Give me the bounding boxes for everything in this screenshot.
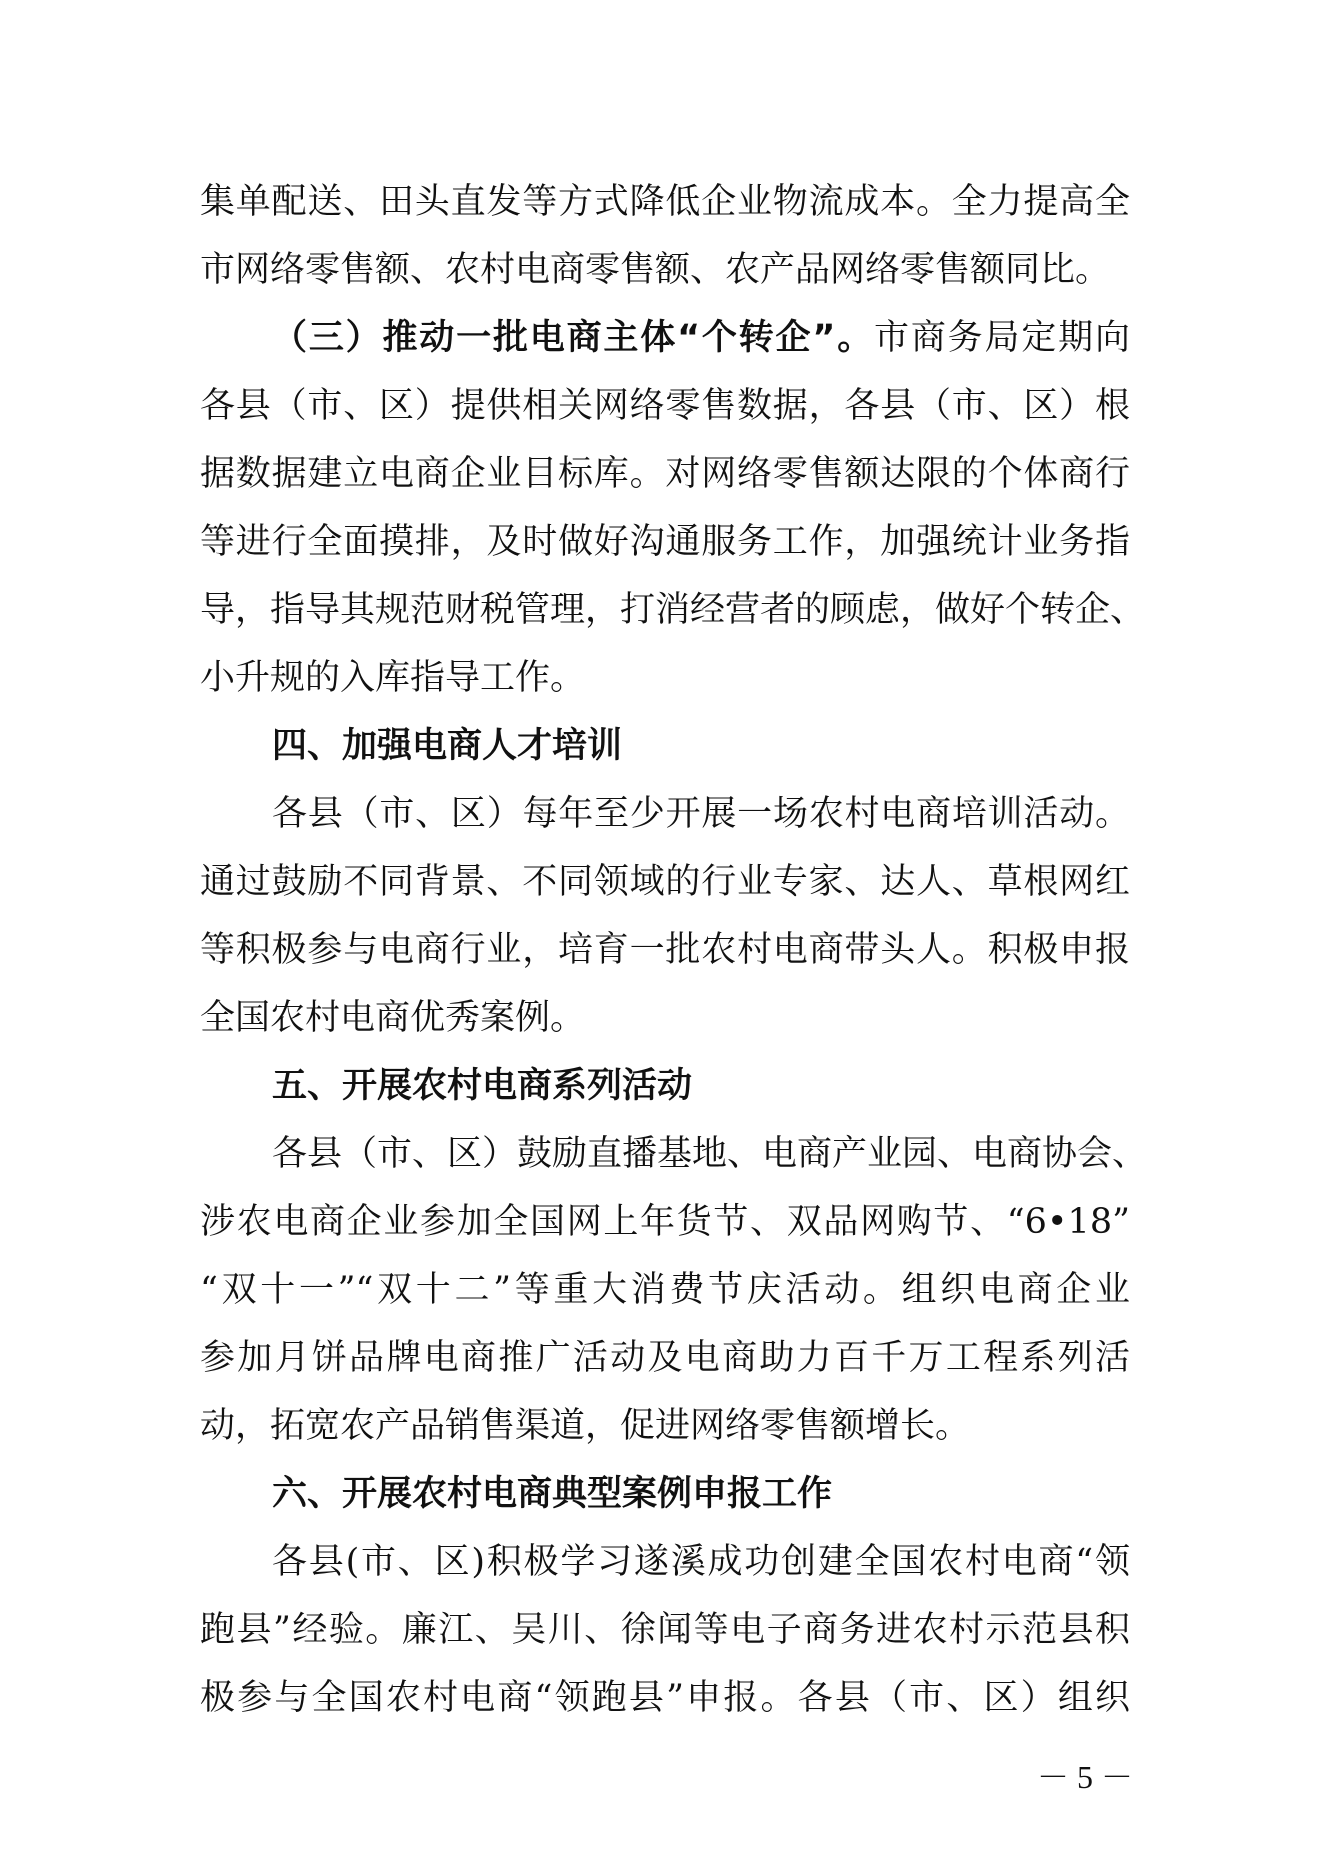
body-line: 涉农电商企业参加全国网上年货节、双品网购节、“6•18” (200, 1202, 1130, 1242)
subsection-title: （三）推动一批电商主体“个转企”。 (272, 318, 875, 358)
body-line: 各县（市、区）每年至少开展一场农村电商培训活动。 (272, 794, 1130, 834)
body-line: 动，拓宽农产品销售渠道，促进网络零售额增长。 (200, 1406, 971, 1446)
body-line: 各县（市、区）鼓励直播基地、电商产业园、电商协会、 (272, 1134, 1148, 1174)
body-text: 市商务局定期向 (874, 318, 1130, 358)
section-heading: 六、开展农村电商典型案例申报工作 (272, 1474, 833, 1514)
body-line: 极参与全国农村电商“领跑县”申报。各县（市、区）组织 (200, 1678, 1130, 1718)
body-line: 通过鼓励不同背景、不同领域的行业专家、达人、草根网红 (200, 862, 1130, 902)
body-line: 全国农村电商优秀案例。 (200, 998, 586, 1038)
body-line: 各县(市、区)积极学习遂溪成功创建全国农村电商“领 (272, 1542, 1130, 1582)
body-line: 等积极参与电商行业，培育一批农村电商带头人。积极申报 (200, 930, 1130, 970)
body-line: 导，指导其规范财税管理，打消经营者的顾虑，做好个转企、 (200, 590, 1146, 630)
subsection-paragraph-line (200, 304, 1130, 372)
section-heading: 四、加强电商人才培训 (272, 726, 623, 766)
document-body (200, 168, 1148, 1732)
page-number: － 5 － (1036, 1759, 1133, 1795)
body-line: 据数据建立电商企业目标库。对网络零售额达限的个体商行 (200, 454, 1130, 494)
section-heading: 五、开展农村电商系列活动 (272, 1066, 693, 1106)
body-line: 集单配送、田头直发等方式降低企业物流成本。全力提高全 (200, 182, 1130, 222)
body-line: 市网络零售额、农村电商零售额、农产品网络零售额同比。 (200, 250, 1111, 290)
body-line: 等进行全面摸排，及时做好沟通服务工作，加强统计业务指 (200, 522, 1130, 562)
body-line: 各县（市、区）提供相关网络零售数据，各县（市、区）根 (200, 386, 1130, 426)
body-line: “双十一”“双十二”等重大消费节庆活动。组织电商企业 (200, 1270, 1130, 1310)
body-line: 跑县”经验。廉江、吴川、徐闻等电子商务进农村示范县积 (200, 1610, 1130, 1650)
body-line: 小升规的入库指导工作。 (200, 658, 586, 698)
body-line: 参加月饼品牌电商推广活动及电商助力百千万工程系列活 (200, 1338, 1130, 1378)
